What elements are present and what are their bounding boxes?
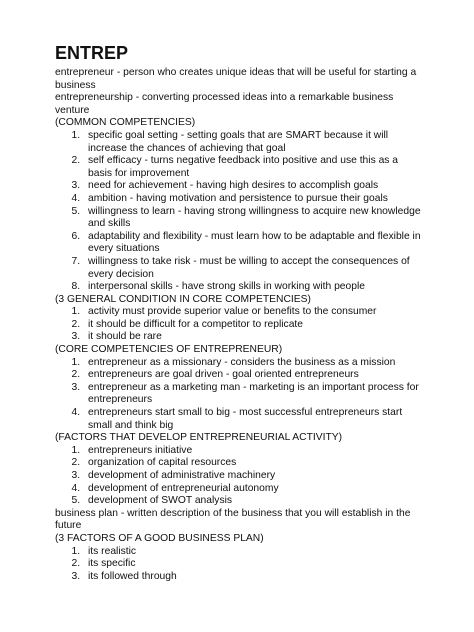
- list-item: 4. development of entrepreneurial autonomy: [83, 483, 424, 496]
- heading-common-competencies: (COMMON COMPETENCIES): [55, 117, 196, 129]
- list-item: 2. organization of capital resources: [83, 457, 424, 470]
- heading-business-plan-factors: (3 FACTORS OF A GOOD BUSINESS PLAN): [55, 532, 264, 544]
- list-item: 1. entrepreneurs initiative: [83, 445, 424, 458]
- list-item: 2. entrepreneurs are goal driven - goal oriented entrepreneurs: [83, 369, 424, 382]
- list-factors: [55, 445, 424, 508]
- list-core-competencies: [55, 357, 424, 433]
- list-item: 2. it should be difficult for a competitor to replicate: [83, 319, 424, 332]
- list-item: 3. its followed through: [83, 571, 424, 584]
- definition-business-plan: business plan - written description of the business that you will establish in the future: [55, 507, 411, 532]
- definition-entrepreneurship: entrepreneurship - converting processed ideas into a remarkable business venture: [55, 92, 394, 116]
- list-item: 3. development of administrative machinery: [83, 470, 424, 483]
- list-item: 4. ambition - having motivation and persistence to pursue their goals: [83, 193, 424, 206]
- list-item: 5. development of SWOT analysis: [83, 495, 424, 508]
- list-general-condition: [55, 306, 424, 344]
- list-item: 7. willingness to take risk - must be willing to accept the consequences of every decision: [83, 256, 424, 281]
- list-item: 3. entrepreneur as a marketing man - marketing is an important process for entrepreneurs: [83, 382, 424, 407]
- list-item: 1. its realistic: [83, 546, 424, 559]
- definition-entrepreneur: entrepreneur - person who creates unique ideas that will be useful for starting a business: [55, 67, 417, 91]
- list-business-plan-factors: [55, 546, 424, 584]
- document-title: ENTREP: [55, 43, 129, 63]
- list-item: 3. it should be rare: [83, 331, 424, 344]
- list-item: 6. adaptability and flexibility - must learn how to be adaptable and flexible in every situations: [83, 231, 424, 256]
- list-item: 1. entrepreneur as a missionary - considers the business as a mission: [83, 357, 424, 370]
- list-item: 2. self efficacy - turns negative feedback into positive and use this as a basis for improvement: [83, 155, 424, 180]
- heading-factors: (FACTORS THAT DEVELOP ENTREPRENEURIAL ACTIVITY): [55, 432, 343, 444]
- list-item: 3. need for achievement - having high desires to accomplish goals: [83, 180, 424, 193]
- list-item: 5. willingness to learn - having strong willingness to acquire new knowledge and skills: [83, 206, 424, 231]
- list-item: 4. entrepreneurs start small to big - most successful entrepreneurs start small and think big: [83, 407, 424, 432]
- list-common-competencies: [55, 130, 424, 294]
- list-item: 8. interpersonal skills - have strong skills in working with people: [83, 281, 424, 294]
- list-item: 1. activity must provide superior value or benefits to the consumer: [83, 306, 424, 319]
- list-item: 2. its specific: [83, 558, 424, 571]
- list-item: 1. specific goal setting - setting goals that are SMART because it will increase the chances of achieving that goal: [83, 130, 424, 155]
- heading-general-condition: (3 GENERAL CONDITION IN CORE COMPETENCIES): [55, 293, 311, 305]
- heading-core-competencies: (CORE COMPETENCIES OF ENTREPRENEUR): [55, 344, 283, 356]
